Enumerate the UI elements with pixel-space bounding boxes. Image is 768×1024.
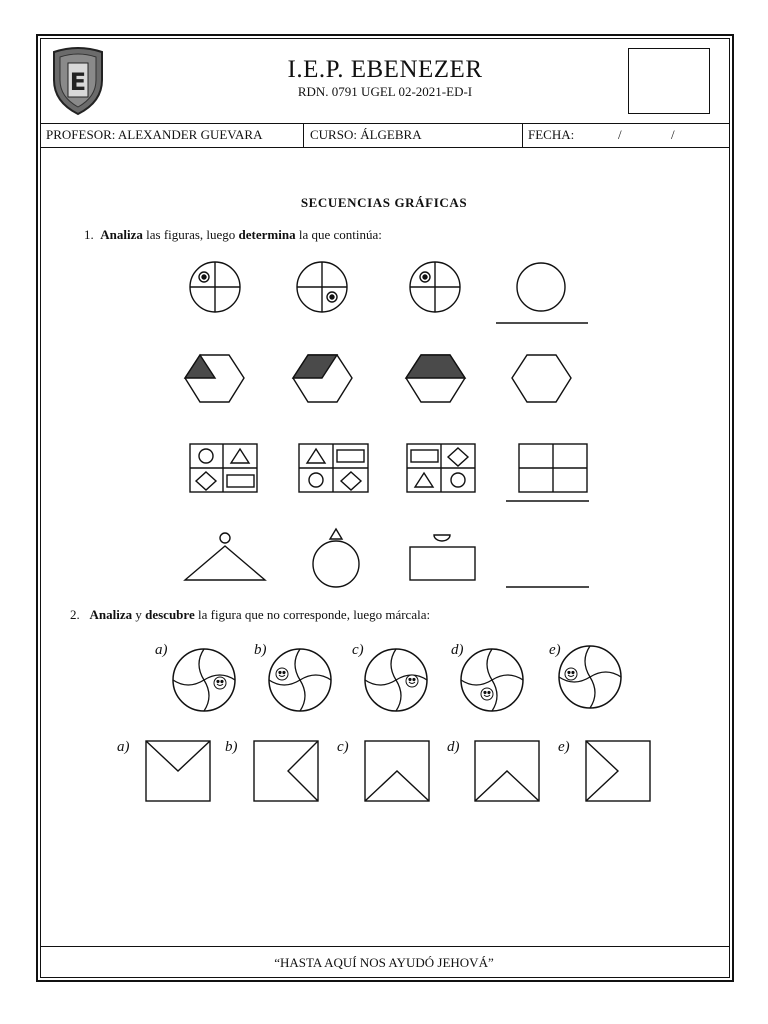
q2b-option-e[interactable] <box>586 741 650 801</box>
option-label: e) <box>558 739 570 755</box>
svg-text:E: E <box>69 68 87 96</box>
seq4-fig1 <box>185 533 265 580</box>
option-label: b) <box>254 642 267 658</box>
smiley-icon <box>406 675 418 687</box>
school-code: RDN. 0791 UGEL 02-2021-ED-I <box>297 84 473 99</box>
seq1-fig2 <box>297 262 347 312</box>
seq2-fig2 <box>293 355 352 402</box>
seq1-fig1 <box>190 262 240 312</box>
q2b-option-c[interactable] <box>365 741 429 801</box>
seq3-answer <box>506 444 589 501</box>
smiley-icon <box>276 668 288 680</box>
seq3-fig1 <box>190 444 257 492</box>
question-2: 2. Analiza y descubre la figura que no corresponde, luego márcala: <box>70 607 431 622</box>
seq1-answer <box>496 263 588 323</box>
seq2-fig3 <box>406 355 465 402</box>
option-label: d) <box>447 739 460 755</box>
option-label: a) <box>155 642 168 658</box>
seq3-fig2 <box>299 444 368 492</box>
q2b-option-d[interactable] <box>475 741 539 801</box>
question-1: 1. Analiza las figuras, luego determina la que continúa: <box>84 227 382 242</box>
smiley-icon <box>565 668 577 680</box>
teacher-field: PROFESOR: ALEXANDER GUEVARA <box>46 127 263 142</box>
seq1-fig3 <box>410 262 460 312</box>
option-label: e) <box>549 642 561 658</box>
smiley-icon <box>214 677 226 689</box>
seq2-fig1 <box>185 355 244 402</box>
footer-motto: “HASTA AQUÍ NOS AYUDÓ JEHOVÁ” <box>274 955 494 970</box>
option-label: d) <box>451 642 464 658</box>
seq2-answer <box>512 355 571 402</box>
seq4-fig3 <box>410 535 475 580</box>
option-label: a) <box>117 739 130 755</box>
date-separator: / <box>618 127 622 142</box>
q2b-option-b[interactable] <box>254 741 318 801</box>
option-label: b) <box>225 739 238 755</box>
q2b-option-a[interactable] <box>146 741 210 801</box>
q2a-option-d[interactable] <box>461 649 523 711</box>
q2a-option-b[interactable] <box>269 649 331 711</box>
seq3-fig3 <box>407 444 475 492</box>
smiley-icon <box>481 688 493 700</box>
seq4-fig2 <box>313 529 359 587</box>
date-separator: / <box>671 127 675 142</box>
date-label: FECHA: <box>528 127 575 142</box>
option-label: c) <box>352 642 364 658</box>
section-title: SECUENCIAS GRÁFICAS <box>300 195 468 210</box>
option-label: c) <box>337 739 349 755</box>
school-name: I.E.P. EBENEZER <box>287 56 483 83</box>
course-field: CURSO: ÁLGEBRA <box>310 127 422 142</box>
